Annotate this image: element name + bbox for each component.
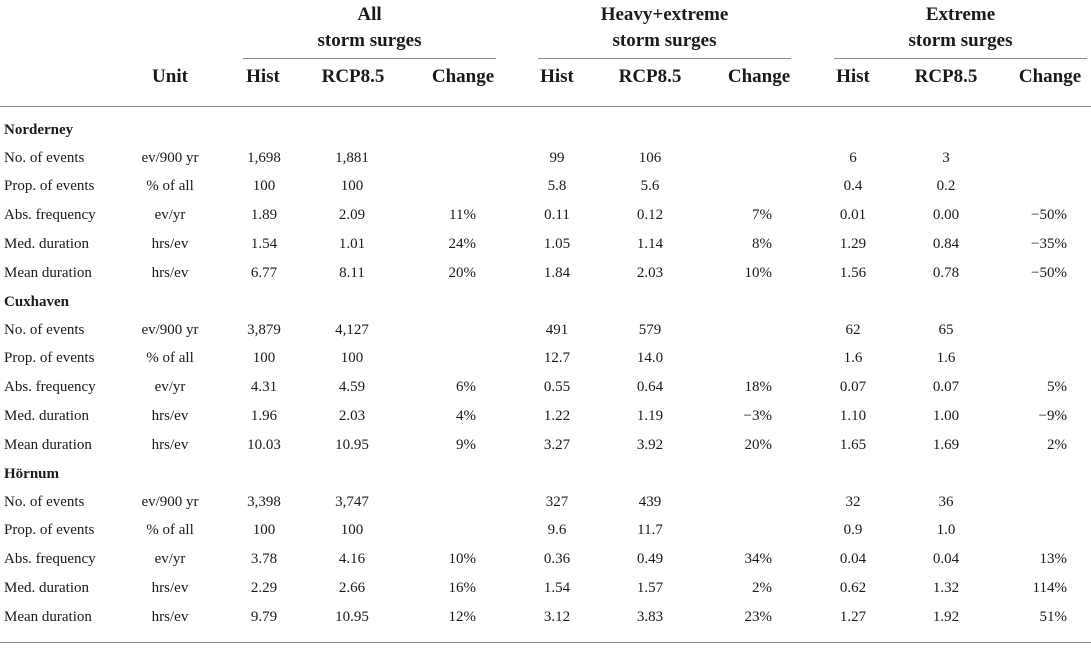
- row-label: Mean duration: [4, 608, 92, 625]
- cell-all-rcp85: 1,881: [335, 149, 369, 166]
- row-label: Prop. of events: [4, 350, 95, 367]
- section-title: Cuxhaven: [4, 294, 70, 310]
- col-header-hist-all: Hist: [246, 66, 280, 87]
- cell-all-hist: 1.96: [250, 407, 278, 424]
- cell-all-rcp85: 2.66: [338, 579, 366, 596]
- cell-extreme-hist: 0.04: [839, 551, 867, 568]
- cell-heavy-hist: 5.8: [547, 178, 567, 195]
- cell-all-change: 10%: [448, 551, 476, 568]
- cell-heavy-hist: 0.36: [543, 551, 571, 568]
- cell-extreme-rcp85: 1.0: [936, 522, 956, 539]
- cell-heavy-rcp85: 579: [638, 321, 662, 338]
- cell-extreme-hist: 32: [845, 493, 861, 510]
- cell-all-rcp85: 4.16: [338, 551, 366, 568]
- group-rule-extreme: [834, 58, 1087, 59]
- col-header-rcp-extreme: RCP8.5: [914, 66, 978, 87]
- row-unit: ev/900 yr: [141, 149, 199, 166]
- cell-heavy-change: 10%: [744, 264, 772, 281]
- cell-extreme-rcp85: 1.32: [932, 579, 960, 596]
- cell-heavy-rcp85: 1.57: [636, 579, 664, 596]
- cell-heavy-change: −3%: [743, 407, 772, 424]
- group-header-heavy-line2: storm surges: [612, 30, 717, 51]
- row-label: Med. duration: [4, 235, 89, 252]
- cell-all-change: 16%: [448, 579, 476, 596]
- cell-heavy-rcp85: 0.49: [636, 551, 664, 568]
- cell-extreme-change: 13%: [1039, 551, 1067, 568]
- cell-heavy-rcp85: 3.92: [636, 436, 664, 453]
- cell-all-hist: 4.31: [250, 379, 278, 396]
- cell-heavy-hist: 9.6: [547, 522, 567, 539]
- cell-extreme-rcp85: 0.78: [932, 264, 960, 281]
- cell-extreme-change: 2%: [1047, 436, 1067, 453]
- cell-heavy-change: 34%: [744, 551, 772, 568]
- cell-all-rcp85: 1.01: [338, 235, 366, 252]
- col-header-unit: Unit: [152, 66, 188, 87]
- group-rule-heavy: [538, 58, 791, 59]
- cell-extreme-rcp85: 36: [938, 493, 954, 510]
- row-unit: ev/900 yr: [141, 493, 199, 510]
- cell-extreme-change: 114%: [1032, 579, 1067, 596]
- group-header-extreme: [834, 2, 1087, 54]
- cell-extreme-hist: 1.10: [839, 407, 867, 424]
- cell-all-rcp85: 4,127: [335, 321, 369, 338]
- row-unit: hrs/ev: [151, 407, 189, 424]
- cell-all-hist: 100: [252, 350, 276, 367]
- cell-heavy-rcp85: 14.0: [636, 350, 664, 367]
- row-label: Prop. of events: [4, 178, 95, 195]
- cell-heavy-rcp85: 106: [638, 149, 662, 166]
- cell-extreme-rcp85: 1.00: [932, 407, 960, 424]
- cell-all-hist: 3,398: [247, 493, 281, 510]
- row-unit: hrs/ev: [151, 436, 189, 453]
- group-header-extreme-line2: storm surges: [908, 30, 1013, 51]
- cell-extreme-rcp85: 0.2: [936, 178, 956, 195]
- cell-extreme-hist: 1.29: [839, 235, 867, 252]
- cell-extreme-rcp85: 0.07: [932, 379, 960, 396]
- cell-all-hist: 100: [252, 178, 276, 195]
- cell-extreme-rcp85: 0.04: [932, 551, 960, 568]
- cell-heavy-hist: 1.84: [543, 264, 571, 281]
- cell-all-change: 11%: [449, 207, 476, 224]
- cell-all-hist: 2.29: [250, 579, 278, 596]
- cell-heavy-change: 23%: [744, 608, 772, 625]
- col-header-rcp-heavy: RCP8.5: [618, 66, 682, 87]
- row-label: Med. duration: [4, 407, 89, 424]
- cell-all-rcp85: 4.59: [338, 379, 366, 396]
- cell-all-hist: 9.79: [250, 608, 278, 625]
- cell-extreme-hist: 1.56: [839, 264, 867, 281]
- cell-all-change: 20%: [448, 264, 476, 281]
- cell-extreme-hist: 0.4: [843, 178, 863, 195]
- row-label: No. of events: [4, 321, 85, 338]
- cell-extreme-change: 51%: [1039, 608, 1067, 625]
- section-title: Norderney: [4, 122, 74, 138]
- cell-extreme-hist: 0.07: [839, 379, 867, 396]
- col-header-hist-heavy: Hist: [540, 66, 574, 87]
- row-unit: hrs/ev: [151, 608, 189, 625]
- cell-all-rcp85: 10.95: [335, 608, 369, 625]
- col-header-change-extreme: Change: [1018, 66, 1082, 87]
- cell-all-rcp85: 3,747: [335, 493, 369, 510]
- cell-extreme-change: 5%: [1047, 379, 1067, 396]
- group-header-heavy-line1: Heavy+extreme: [600, 4, 729, 25]
- header-rule: [0, 106, 1091, 107]
- cell-extreme-rcp85: 1.69: [932, 436, 960, 453]
- cell-extreme-hist: 62: [845, 321, 861, 338]
- col-header-change-all: Change: [431, 66, 495, 87]
- row-unit: hrs/ev: [151, 264, 189, 281]
- cell-all-hist: 6.77: [250, 264, 278, 281]
- cell-extreme-change: −50%: [1031, 264, 1067, 281]
- row-label: Med. duration: [4, 579, 89, 596]
- cell-heavy-rcp85: 3.83: [636, 608, 664, 625]
- row-unit: % of all: [146, 350, 194, 367]
- group-header-all-line2: storm surges: [317, 30, 422, 51]
- group-header-extreme-line1: Extreme: [925, 4, 996, 25]
- cell-heavy-rcp85: 1.19: [636, 407, 664, 424]
- cell-extreme-hist: 1.27: [839, 608, 867, 625]
- cell-heavy-rcp85: 11.7: [637, 522, 663, 539]
- cell-extreme-rcp85: 0.00: [932, 207, 960, 224]
- cell-extreme-rcp85: 3: [942, 149, 950, 166]
- cell-heavy-rcp85: 0.12: [636, 207, 664, 224]
- row-label: Abs. frequency: [4, 207, 96, 224]
- cell-heavy-hist: 327: [545, 493, 569, 510]
- cell-heavy-hist: 1.22: [543, 407, 571, 424]
- cell-all-rcp85: 100: [340, 178, 364, 195]
- cell-heavy-change: 2%: [752, 579, 772, 596]
- group-header-heavy-extreme: [538, 2, 791, 54]
- row-unit: ev/yr: [154, 551, 186, 568]
- col-header-change-heavy: Change: [727, 66, 791, 87]
- section-title: Hörnum: [4, 466, 60, 482]
- row-unit: ev/yr: [154, 207, 186, 224]
- cell-extreme-hist: 6: [849, 149, 857, 166]
- row-label: Mean duration: [4, 264, 92, 281]
- cell-heavy-change: 7%: [752, 207, 772, 224]
- cell-heavy-change: 8%: [752, 235, 772, 252]
- cell-all-change: 9%: [456, 436, 476, 453]
- row-unit: ev/yr: [154, 379, 186, 396]
- cell-heavy-hist: 0.11: [544, 207, 570, 224]
- cell-all-change: 24%: [448, 235, 476, 252]
- cell-all-hist: 3.78: [250, 551, 278, 568]
- cell-all-hist: 1,698: [247, 149, 281, 166]
- cell-heavy-rcp85: 5.6: [640, 178, 660, 195]
- cell-all-change: 12%: [448, 608, 476, 625]
- cell-all-hist: 10.03: [247, 436, 281, 453]
- cell-extreme-change: −9%: [1038, 407, 1067, 424]
- bottom-rule: [0, 642, 1091, 643]
- cell-all-hist: 100: [252, 522, 276, 539]
- cell-extreme-rcp85: 0.84: [932, 235, 960, 252]
- cell-extreme-hist: 1.65: [839, 436, 867, 453]
- cell-all-rcp85: 100: [340, 522, 364, 539]
- cell-heavy-hist: 0.55: [543, 379, 571, 396]
- row-label: Mean duration: [4, 436, 92, 453]
- row-unit: hrs/ev: [151, 235, 189, 252]
- cell-all-rcp85: 2.09: [338, 207, 366, 224]
- row-label: No. of events: [4, 493, 85, 510]
- row-label: Prop. of events: [4, 522, 95, 539]
- cell-heavy-hist: 3.27: [543, 436, 571, 453]
- cell-extreme-hist: 0.62: [839, 579, 867, 596]
- cell-extreme-change: −50%: [1031, 207, 1067, 224]
- row-unit: ev/900 yr: [141, 321, 199, 338]
- cell-extreme-change: −35%: [1031, 235, 1067, 252]
- cell-heavy-rcp85: 1.14: [636, 235, 664, 252]
- cell-heavy-rcp85: 0.64: [636, 379, 664, 396]
- cell-heavy-hist: 3.12: [543, 608, 571, 625]
- cell-heavy-rcp85: 2.03: [636, 264, 664, 281]
- cell-heavy-hist: 12.7: [543, 350, 571, 367]
- cell-all-hist: 3,879: [247, 321, 281, 338]
- cell-extreme-hist: 0.9: [843, 522, 863, 539]
- cell-heavy-hist: 491: [545, 321, 569, 338]
- cell-heavy-rcp85: 439: [638, 493, 662, 510]
- cell-all-rcp85: 8.11: [339, 264, 365, 281]
- cell-all-rcp85: 100: [340, 350, 364, 367]
- group-rule-all: [243, 58, 496, 59]
- row-unit: hrs/ev: [151, 579, 189, 596]
- cell-heavy-hist: 1.54: [543, 579, 571, 596]
- row-unit: % of all: [146, 522, 194, 539]
- row-label: Abs. frequency: [4, 551, 96, 568]
- cell-extreme-hist: 0.01: [839, 207, 867, 224]
- cell-extreme-rcp85: 65: [938, 321, 954, 338]
- group-header-all: [243, 2, 496, 54]
- group-header-all-line1: All: [357, 4, 382, 25]
- col-header-hist-extreme: Hist: [836, 66, 870, 87]
- cell-all-change: 4%: [456, 407, 476, 424]
- cell-extreme-hist: 1.6: [843, 350, 863, 367]
- row-label: No. of events: [4, 149, 85, 166]
- cell-heavy-hist: 99: [549, 149, 565, 166]
- cell-heavy-change: 20%: [744, 436, 772, 453]
- cell-heavy-hist: 1.05: [543, 235, 571, 252]
- cell-all-rcp85: 10.95: [335, 436, 369, 453]
- cell-all-hist: 1.54: [250, 235, 278, 252]
- cell-all-change: 6%: [456, 379, 476, 396]
- col-header-rcp-all: RCP8.5: [321, 66, 385, 87]
- cell-extreme-rcp85: 1.92: [932, 608, 960, 625]
- cell-extreme-rcp85: 1.6: [936, 350, 956, 367]
- cell-all-rcp85: 2.03: [338, 407, 366, 424]
- cell-all-hist: 1.89: [250, 207, 278, 224]
- row-unit: % of all: [146, 178, 194, 195]
- cell-heavy-change: 18%: [744, 379, 772, 396]
- row-label: Abs. frequency: [4, 379, 96, 396]
